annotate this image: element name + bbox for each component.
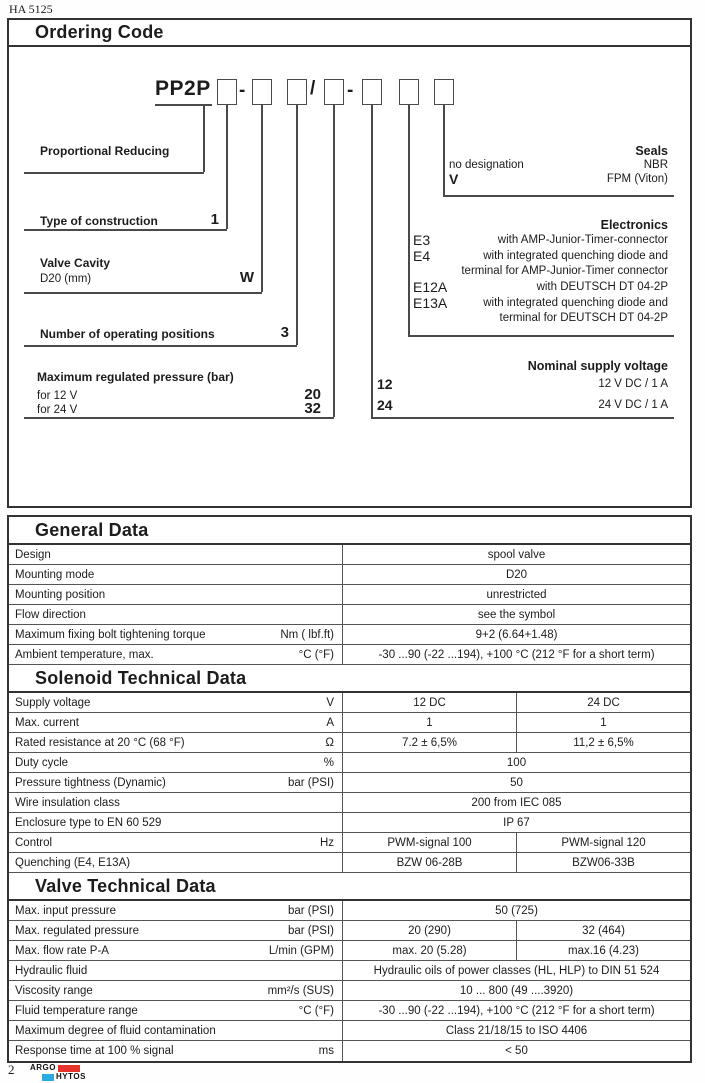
row-name: Design (15, 548, 51, 561)
table-row (9, 1001, 690, 1021)
row-unit: mm²/s (SUS) (267, 984, 334, 997)
row-name: Ambient temperature, max. (15, 648, 154, 661)
separator-dash: - (239, 80, 246, 101)
row-name: Quenching (E4, E13A) (15, 856, 131, 869)
code-box-6 (399, 79, 419, 105)
value-for-12v: 20 (304, 386, 321, 403)
table-row (9, 565, 690, 585)
connector-line-6 (408, 105, 410, 335)
section-title: General Data (35, 519, 149, 540)
connector-line-2 (261, 105, 263, 292)
section-title: Solenoid Technical Data (35, 667, 247, 688)
table-row (9, 545, 690, 565)
electronics-desc: with DEUTSCH DT 04-2P (536, 281, 668, 293)
row-value: spool valve (342, 545, 690, 564)
logo-cyan-block (42, 1074, 54, 1081)
electronics-desc: with integrated quenching diode and (483, 250, 668, 262)
seals-code-v: V (449, 171, 459, 187)
logo-text-argo: ARGO (30, 1063, 56, 1072)
argo-hytos-logo (30, 1064, 90, 1081)
row-value: 24 DC (516, 693, 690, 712)
code-box-4 (324, 79, 344, 105)
connector-line-5 (371, 105, 373, 417)
row-name: Max. regulated pressure (15, 924, 140, 937)
row-unit: bar (PSI) (287, 776, 334, 789)
row-name: Wire insulation class (15, 796, 120, 809)
row-unit: V (326, 696, 334, 709)
row-value: 7.2 ± 6,5% (342, 733, 516, 752)
label-for-24v: for 24 V (37, 404, 78, 416)
row-value: BZW 06-28B (342, 853, 516, 872)
row-name: Mounting mode (15, 568, 95, 581)
table-row (9, 793, 690, 813)
seals-code-none: no designation (449, 159, 524, 171)
code-box-3 (287, 79, 307, 105)
table-row (9, 645, 690, 665)
logo-red-block (58, 1065, 80, 1072)
label-proportional-reducing: Proportional Reducing (40, 144, 170, 158)
table-row (9, 1021, 690, 1041)
label-for-12v: for 12 V (37, 390, 78, 402)
table-row (9, 625, 690, 645)
row-value: max.16 (4.23) (516, 941, 690, 960)
row-unit: °C (°F) (298, 648, 334, 661)
electronics-code-e3: E3 (413, 232, 431, 248)
section-title: Ordering Code (35, 22, 164, 42)
nominal-code-12: 12 (377, 376, 393, 392)
label-operating-positions: Number of operating positions (40, 327, 215, 341)
table-row (9, 833, 690, 853)
value-operating-positions: 3 (280, 324, 289, 341)
table-row (9, 813, 690, 833)
row-unit: L/min (GPM) (268, 944, 334, 957)
table-row (9, 1041, 690, 1061)
label-underline-positions (24, 345, 297, 347)
table-row (9, 981, 690, 1001)
model-prefix: PP2P (155, 77, 211, 100)
electronics-desc: terminal for AMP-Junior-Timer connector (461, 265, 668, 277)
row-name: Maximum fixing bolt tightening torque (15, 628, 206, 641)
code-box-2 (252, 79, 272, 105)
connector-line-4 (333, 105, 335, 417)
row-value: Class 21/18/15 to ISO 4406 (342, 1021, 690, 1040)
row-value: see the symbol (342, 605, 690, 624)
row-unit: Nm ( lbf.ft) (280, 628, 334, 641)
nominal-desc-12: 12 V DC / 1 A (598, 378, 668, 390)
row-value: IP 67 (342, 813, 690, 832)
section-header-solenoid (9, 665, 690, 693)
table-row (9, 941, 690, 961)
electronics-desc: terminal for DEUTSCH DT 04-2P (499, 312, 668, 324)
document-code: HA 5125 (9, 2, 53, 16)
technical-data-tables (7, 515, 692, 1063)
row-value: Hydraulic oils of power classes (HL, HLP) to DIN 51 524 (342, 961, 690, 980)
row-unit: bar (PSI) (287, 924, 334, 937)
table-row (9, 693, 690, 713)
connector-line-3 (296, 105, 298, 345)
ordering-code-section (7, 18, 692, 508)
table-row (9, 901, 690, 921)
row-name: Max. flow rate P-A (15, 944, 109, 957)
row-value: -30 ...90 (-22 ...194), +100 °C (212 °F for a short term) (342, 645, 690, 664)
value-type-of-construction: 1 (210, 211, 219, 228)
table-row (9, 921, 690, 941)
row-name: Fluid temperature range (15, 1004, 138, 1017)
row-name: Max. current (15, 716, 79, 729)
row-value: 32 (464) (516, 921, 690, 940)
nominal-desc-24: 24 V DC / 1 A (598, 399, 668, 411)
seals-title: Seals (635, 144, 668, 158)
row-name: Response time at 100 % signal (15, 1045, 174, 1057)
row-value: 20 (290) (342, 921, 516, 940)
row-name: Viscosity range (15, 984, 93, 997)
row-value: < 50 (342, 1041, 690, 1061)
row-name: Mounting position (15, 588, 106, 601)
row-value: PWM-signal 120 (516, 833, 690, 852)
table-row (9, 585, 690, 605)
row-value: 12 DC (342, 693, 516, 712)
row-unit: Ω (325, 736, 334, 749)
section-title: Valve Technical Data (35, 875, 216, 896)
row-name: Supply voltage (15, 696, 91, 709)
row-name: Pressure tightness (Dynamic) (15, 776, 166, 789)
nominal-code-24: 24 (377, 397, 393, 413)
label-valve-cavity-sub: D20 (mm) (40, 273, 92, 285)
section-header-valve (9, 873, 690, 901)
connector-line-7 (443, 105, 445, 195)
row-value: 11,2 ± 6,5% (516, 733, 690, 752)
table-row (9, 753, 690, 773)
label-underline-cavity (24, 292, 262, 294)
electronics-desc: with integrated quenching diode and (483, 297, 668, 309)
section-header-general (9, 517, 690, 545)
ordering-code-header (9, 20, 690, 47)
row-value: unrestricted (342, 585, 690, 604)
code-box-5 (362, 79, 382, 105)
electronics-code-e12a: E12A (413, 279, 448, 295)
electronics-desc: with AMP-Junior-Timer-connector (497, 234, 668, 246)
logo-text-hytos: HYTOS (56, 1072, 86, 1081)
row-name: Flow direction (15, 608, 86, 621)
code-box-1 (217, 79, 237, 105)
row-name: Hydraulic fluid (15, 964, 88, 977)
seals-desc-fpm: FPM (Viton) (606, 173, 668, 185)
table-row (9, 773, 690, 793)
row-value: max. 20 (5.28) (342, 941, 516, 960)
row-unit: °C (°F) (298, 1004, 334, 1017)
row-value: 1 (516, 713, 690, 732)
label-max-regulated-pressure: Maximum regulated pressure (bar) (37, 370, 234, 384)
table-row (9, 961, 690, 981)
row-unit: A (326, 716, 334, 729)
row-value: 9+2 (6.64+1.48) (342, 625, 690, 644)
table-row (9, 853, 690, 873)
row-value: 50 (725) (342, 901, 690, 920)
seals-desc-nbr: NBR (643, 159, 668, 171)
row-name: Max. input pressure (15, 904, 116, 917)
row-name: Control (15, 836, 53, 849)
row-value: -30 ...90 (-22 ...194), +100 °C (212 °F for a short term) (342, 1001, 690, 1020)
electronics-title: Electronics (600, 218, 668, 232)
separator-dash: - (347, 80, 354, 101)
row-unit: bar (PSI) (287, 904, 334, 917)
label-underline-proportional (24, 172, 204, 174)
value-for-24v: 32 (304, 400, 321, 417)
nominal-bottom-line (371, 417, 674, 419)
connector-line-1 (226, 105, 228, 229)
seals-bottom-line (443, 195, 674, 197)
table-row (9, 733, 690, 753)
row-value: 10 ... 800 (49 ....3920) (342, 981, 690, 1000)
separator-slash: / (310, 78, 316, 99)
row-value: D20 (342, 565, 690, 584)
row-unit: % (323, 756, 334, 769)
row-value: 200 from IEC 085 (342, 793, 690, 812)
row-value: BZW06-33B (516, 853, 690, 872)
page-number: 2 (8, 1062, 15, 1077)
row-name: Rated resistance at 20 °C (68 °F) (15, 736, 185, 749)
electronics-code-e4: E4 (413, 248, 431, 264)
label-underline-pressure (24, 417, 334, 419)
nominal-voltage-title: Nominal supply voltage (527, 359, 668, 373)
label-type-of-construction: Type of construction (40, 214, 158, 228)
connector-line-prefix (203, 105, 205, 172)
row-name: Duty cycle (15, 756, 69, 769)
row-value: 1 (342, 713, 516, 732)
row-unit: ms (318, 1045, 334, 1057)
table-row (9, 605, 690, 625)
label-valve-cavity: Valve Cavity (40, 256, 111, 270)
row-name: Maximum degree of fluid contamination (15, 1024, 216, 1037)
row-value: 100 (342, 753, 690, 772)
row-name: Enclosure type to EN 60 529 (15, 816, 162, 829)
table-row (9, 713, 690, 733)
electronics-code-e13a: E13A (413, 295, 448, 311)
row-value: 50 (342, 773, 690, 792)
value-valve-cavity: W (239, 269, 254, 286)
code-box-7 (434, 79, 454, 105)
row-value: PWM-signal 100 (342, 833, 516, 852)
electronics-bottom-line (408, 335, 674, 337)
label-underline-construction (24, 229, 227, 231)
row-unit: Hz (319, 836, 334, 849)
